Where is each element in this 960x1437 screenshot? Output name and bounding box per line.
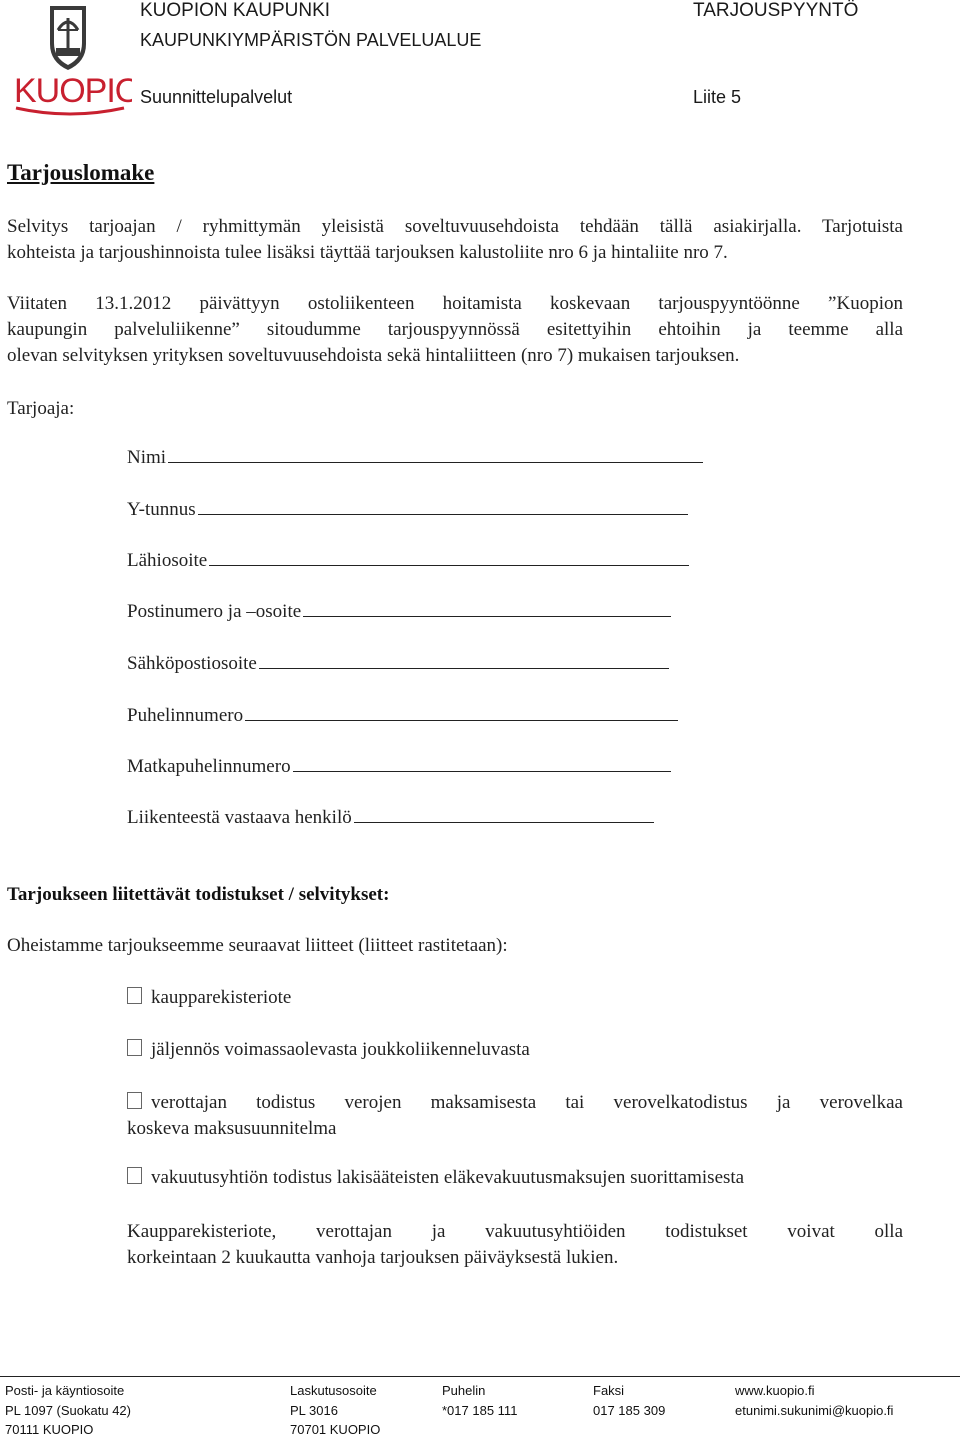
field-label: Lähiosoite <box>127 550 208 571</box>
postal-address-field[interactable] <box>127 600 671 623</box>
checklist-item-pension-insurance[interactable] <box>127 1167 744 1189</box>
footer-billing-heading: Laskutusosoite <box>290 1383 377 1398</box>
coat-of-arms-icon <box>50 6 86 70</box>
checklist-label: jäljennös voimassaolevasta joukkoliikenneluvasta <box>151 1039 530 1060</box>
checkbox-icon[interactable] <box>127 1039 142 1056</box>
reference-line: kaupungin palveluliikenne” sitoudumme tarjouspyynnössä esitettyihin ehtoihin ja teemme alla <box>7 319 903 340</box>
footer-billing-city: 70701 KUOPIO <box>290 1422 381 1437</box>
email-field[interactable] <box>127 652 669 675</box>
department-name: KAUPUNKIYMPÄRISTÖN PALVELUALUE <box>140 30 482 50</box>
bidder-label: Tarjoaja: <box>7 398 75 419</box>
fill-line[interactable] <box>293 755 671 772</box>
contact-person-field[interactable] <box>127 806 654 829</box>
field-label: Y-tunnus <box>127 499 196 520</box>
footer-visit-city: 70111 KUOPIO <box>5 1422 94 1437</box>
checkbox-icon[interactable] <box>127 1167 142 1184</box>
attachment-number: Liite 5 <box>693 87 742 107</box>
checklist-item-transport-licence[interactable] <box>127 1039 530 1061</box>
footer-visit-address: PL 1097 (Suokatu 42) <box>5 1403 131 1418</box>
footer-phone-heading: Puhelin <box>442 1383 486 1398</box>
fill-line[interactable] <box>198 498 688 515</box>
intro-line: Selvitys tarjoajan / ryhmittymän yleisistä soveltuvuusehdoista tehdään tällä asiakirjalla. Tarjotuista <box>7 216 903 237</box>
field-label: Matkapuhelinnumero <box>127 756 291 777</box>
reference-line: olevan selvityksen yrityksen soveltuvuusehdoista sekä hintaliitteen (nro 7) mukaisen tarjouksen. <box>7 345 740 366</box>
field-label: Sähköpostiosoite <box>127 653 257 674</box>
footer-billing-address: PL 3016 <box>290 1403 338 1418</box>
fill-line[interactable] <box>354 806 654 823</box>
unit-name: Suunnittelupalvelut <box>140 87 293 107</box>
mobile-field[interactable] <box>127 755 671 778</box>
fill-line[interactable] <box>209 549 689 566</box>
checklist-label: vakuutusyhtiön todistus lakisääteisten eläkevakuutusmaksujen suorittamisesta <box>151 1167 745 1188</box>
footer-phone-number: *017 185 111 <box>442 1403 518 1418</box>
footer-visit-heading: Posti- ja käyntiosoite <box>5 1383 125 1398</box>
business-id-field[interactable] <box>127 498 688 521</box>
checklist-item-tax-certificate[interactable] <box>127 1090 903 1142</box>
validity-line: Kaupparekisteriote, verottajan ja vakuutusyhtiöiden todistukset voivat olla <box>127 1221 903 1242</box>
intro-paragraph <box>7 214 903 266</box>
page-title: Tarjouslomake <box>7 160 155 185</box>
document-type: TARJOUSPYYNTÖ <box>693 0 859 21</box>
kuopio-logo <box>8 0 132 118</box>
reference-paragraph <box>7 291 903 369</box>
attachments-heading: Tarjoukseen liitettävät todistukset / selvitykset: <box>7 884 390 905</box>
field-label: Postinumero ja –osoite <box>127 601 302 622</box>
field-label: Liikenteestä vastaava henkilö <box>127 807 352 828</box>
footer-divider <box>0 1376 960 1377</box>
footer-fax-heading: Faksi <box>593 1383 625 1398</box>
footer-website-link[interactable]: www.kuopio.fi <box>735 1383 815 1398</box>
checklist-label: kaupparekisteriote <box>151 987 292 1008</box>
intro-line: kohteista ja tarjoushinnoista tulee lisäksi täyttää tarjouksen kalustoliite nro 6 ja hintaliite nro 7. <box>7 242 728 263</box>
validity-note <box>127 1219 903 1271</box>
attachments-intro: Oheistamme tarjoukseemme seuraavat liitteet (liitteet rastitetaan): <box>7 935 508 956</box>
validity-line: korkeintaan 2 kuukautta vanhoja tarjouksen päiväyksestä lukien. <box>127 1247 619 1268</box>
checklist-item-trade-register[interactable] <box>127 987 291 1009</box>
field-label: Puhelinnumero <box>127 705 244 726</box>
footer-email-link[interactable]: etunimi.sukunimi@kuopio.fi <box>735 1403 894 1418</box>
checklist-label: koskeva maksusuunnitelma <box>127 1118 337 1139</box>
checkbox-icon[interactable] <box>127 987 142 1004</box>
street-address-field[interactable] <box>127 549 689 572</box>
name-field[interactable] <box>127 446 703 469</box>
reference-line: Viitaten 13.1.2012 päivättyyn ostoliikenteen hoitamista koskevaan tarjouspyyntöönne ”Kuopion <box>7 293 903 314</box>
field-label: Nimi <box>127 447 167 468</box>
fill-line[interactable] <box>245 704 678 721</box>
city-name: KUOPION KAUPUNKI <box>140 0 331 21</box>
fill-line[interactable] <box>259 652 669 669</box>
checklist-label: verottajan todistus verojen maksamisesta tai verovelkatodistus ja verovelkaa <box>151 1092 903 1113</box>
footer-fax-number: 017 185 309 <box>593 1403 666 1418</box>
fill-line[interactable] <box>168 446 703 463</box>
phone-field[interactable] <box>127 704 678 727</box>
fill-line[interactable] <box>303 600 671 617</box>
checkbox-icon[interactable] <box>127 1092 142 1109</box>
logo-wordmark: KUOPIO <box>14 72 132 110</box>
